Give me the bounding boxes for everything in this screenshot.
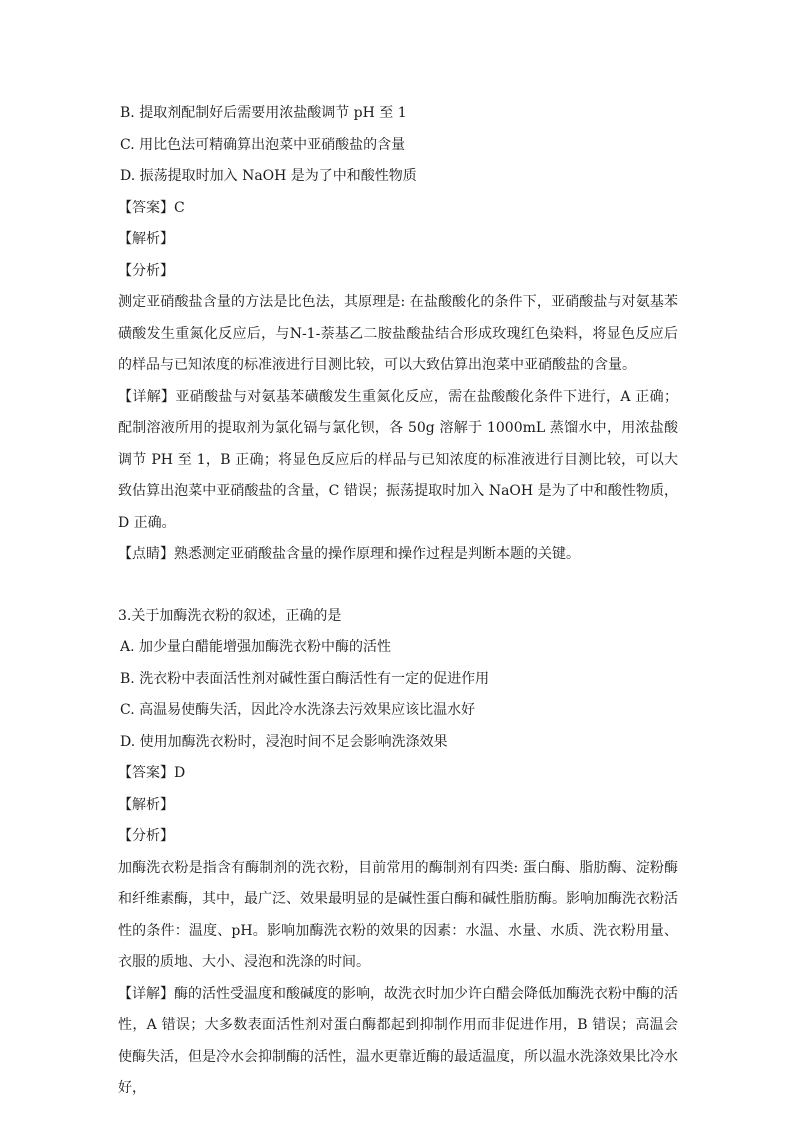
- q3-fenxi-label: 【分析】: [118, 828, 174, 844]
- q2-dianjing-text: 【点睛】熟悉测定亚硝酸盐含量的操作原理和操作过程是判断本题的关键。: [118, 546, 580, 562]
- q3-analysis-label: 【解析】: [118, 796, 174, 813]
- q3-option-b: B. 洗衣粉中表面活性剂对碱性蛋白酶活性有一定的促进作用: [120, 670, 490, 687]
- q3-fenxi-text: 加酶洗衣粉是指含有酶制剂的洗衣粉，目前常用的酶制剂有四类: 蛋白酶、脂肪酶、淀粉酶和纤维素酶，其中，最广泛、效果最明显的是碱性蛋白酶和碱性脂肪酶。影响加酶洗衣粉活性的条件：温度、pH。影响加酶洗衣粉的效果的因素：水温、水量、水质、洗衣粉用量、衣服的质地、大小、浸泡和洗涤的时间。: [118, 859, 678, 970]
- q2-detail-text: 【详解】亚硝酸盐与对氨基苯磺酸发生重氮化反应，需在盐酸酸化条件下进行，A 正确；配制溶液所用的提取剂为氯化镉与氯化钡，各 50g 溶解于 1000mL 蒸馏水中，用浓盐酸调节 PH 至 1，B 正确；将显色反应后的样品与已知浓度的标准液进行目测比较，可以大致估算出泡菜中亚硝酸盐的含量，C 错误；振荡提取时加入 NaOH 是为了中和酸性物质，D 正确。: [118, 388, 678, 531]
- q3-option-a: A. 加少量白醋能增强加酶洗衣粉中酶的活性: [120, 639, 392, 655]
- q3-option-c: C. 高温易使酶失活，因此冷水洗涤去污效果应该比温水好: [120, 702, 476, 718]
- q2-option-b: B. 提取剂配制好后需要用浓盐酸调节 pH 至 1: [120, 105, 407, 121]
- q3-stem: 3.关于加酶洗衣粉的叙述，正确的是: [118, 607, 342, 624]
- q2-fenxi-text: 测定亚硝酸盐含量的方法是比色法，其原理是: 在盐酸酸化的条件下，亚硝酸盐与对氨基苯磺酸发生重氮化反应后，与N-1-萘基乙二胺盐酸盐结合形成玫瑰红色染料，将显色反应后的样品与已知浓度的标准液进行目测比较，可以大致估算出泡菜中亚硝酸盐的含量。: [118, 294, 678, 373]
- q3-option-d: D. 使用加酶洗衣粉时，浸泡时间不足会影响洗涤效果: [120, 733, 448, 750]
- q3-answer: 【答案】D: [118, 765, 186, 781]
- q3-detail-text: 【详解】酶的活性受温度和酸碱度的影响，故洗衣时加少许白醋会降低加酶洗衣粉中酶的活性，A 错误；大多数表面活性剂对蛋白酶都起到抑制作用而非促进作用，B 错误；高温会使酶失活，但是冷水会抑制酶的活性，温水更靠近酶的最适温度，所以温水洗涤效果比冷水好，: [118, 985, 678, 1096]
- q2-fenxi-label: 【分析】: [118, 262, 174, 279]
- q2-answer: 【答案】C: [118, 199, 185, 216]
- q2-analysis-label: 【解析】: [118, 231, 174, 247]
- q2-option-d: D. 振荡提取时加入 NaOH 是为了中和酸性物质: [120, 168, 417, 184]
- q2-option-c: C. 用比色法可精确算出泡菜中亚硝酸盐的含量: [120, 136, 406, 153]
- question-gap: [118, 571, 678, 601]
- document-page: [118, 98, 678, 1105]
